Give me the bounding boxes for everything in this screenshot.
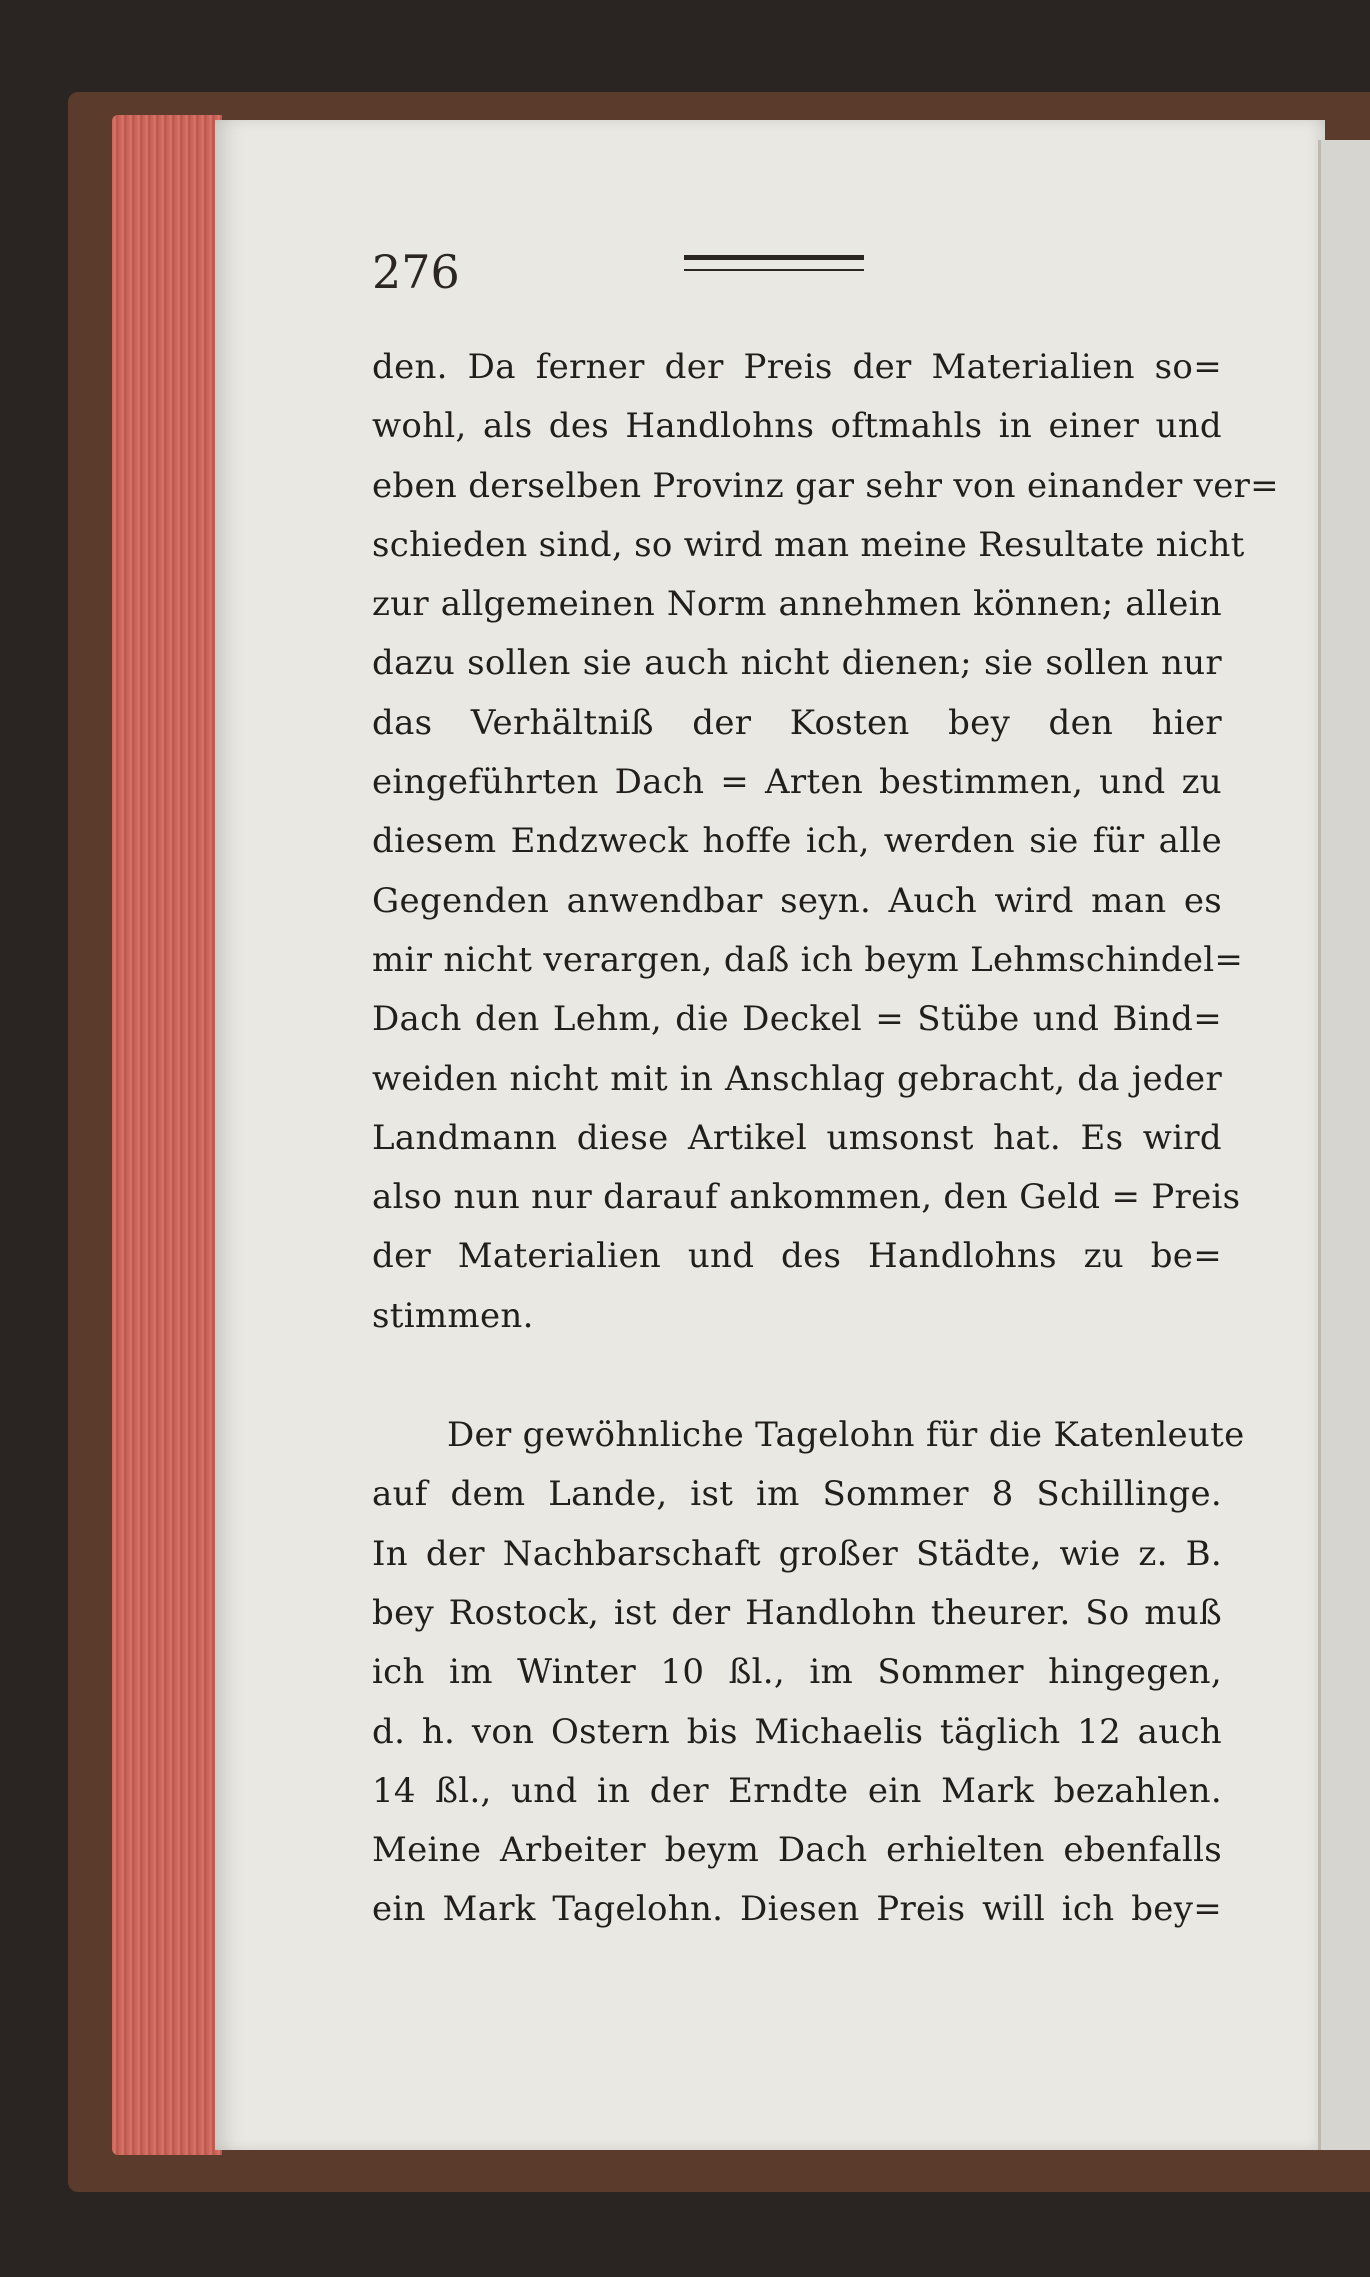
paragraph-1 [372,338,1279,1346]
text-line: diesem Endzweck hoffe ich, werden sie für alle [372,821,1222,862]
text-line: zur allgemeinen Norm annehmen können; allein [372,584,1222,625]
text-line: bey Rostock, ist der Handlohn theurer. So muß [372,1592,1222,1633]
text-line: das Verhältniß der Kosten bey den hier [372,702,1222,743]
paragraph-gap [372,1346,1222,1406]
text-line: weiden nicht mit in Anschlag gebracht, da jeder [372,1058,1222,1099]
text-line: auf dem Lande, ist im Sommer 8 Schillinge. [372,1474,1222,1515]
text-line: den. Da ferner der Preis der Materialien so= [372,347,1222,387]
text-line: Der gewöhnliche Tagelohn für die Katenleute [447,1415,1245,1456]
text-line: d. h. von Ostern bis Michaelis täglich 12 auch [372,1711,1222,1752]
page-text [372,338,1279,1940]
text-line: Dach den Lehm, die Deckel = Stübe und Bind= [372,999,1222,1040]
text-line: 14 ßl., und in der Erndte ein Mark bezahlen. [372,1770,1222,1811]
page-number: 276 [372,245,460,299]
text-line: Landmann diese Artikel umsonst hat. Es wird [372,1117,1222,1158]
text-line: eben derselben Provinz gar sehr von einander ver= [372,465,1279,506]
text-line: stimmen. [372,1295,534,1336]
text-line: Gegenden anwendbar seyn. Auch wird man es [372,880,1222,921]
text-line: mir nicht verargen, daß ich beym Lehmschindel= [372,939,1244,980]
text-line: schieden sind, so wird man meine Resultate nicht [372,524,1245,565]
paragraph-2 [372,1406,1245,1940]
page-header [372,245,892,305]
text-line: Meine Arbeiter beym Dach erhielten ebenfalls [372,1830,1222,1871]
text-line: also nun nur darauf ankommen, den Geld = Preis [372,1177,1241,1218]
text-line: In der Nachbarschaft großer Städte, wie z. B. [372,1533,1222,1574]
text-line: ein Mark Tagelohn. Diesen Preis will ich bey= [372,1889,1222,1930]
text-line: dazu sollen sie auch nicht dienen; sie sollen nur [372,643,1222,684]
text-line: ich im Winter 10 ßl., im Sommer hingegen, [372,1652,1222,1693]
page-edges [112,115,222,2155]
header-rule [684,255,864,271]
text-line: der Materialien und des Handlohns zu be= [372,1236,1222,1277]
facing-page-edge [1318,140,1370,2150]
text-line: eingeführten Dach = Arten bestimmen, und zu [372,762,1222,803]
text-line: wohl, als des Handlohns oftmahls in einer und [372,406,1222,447]
